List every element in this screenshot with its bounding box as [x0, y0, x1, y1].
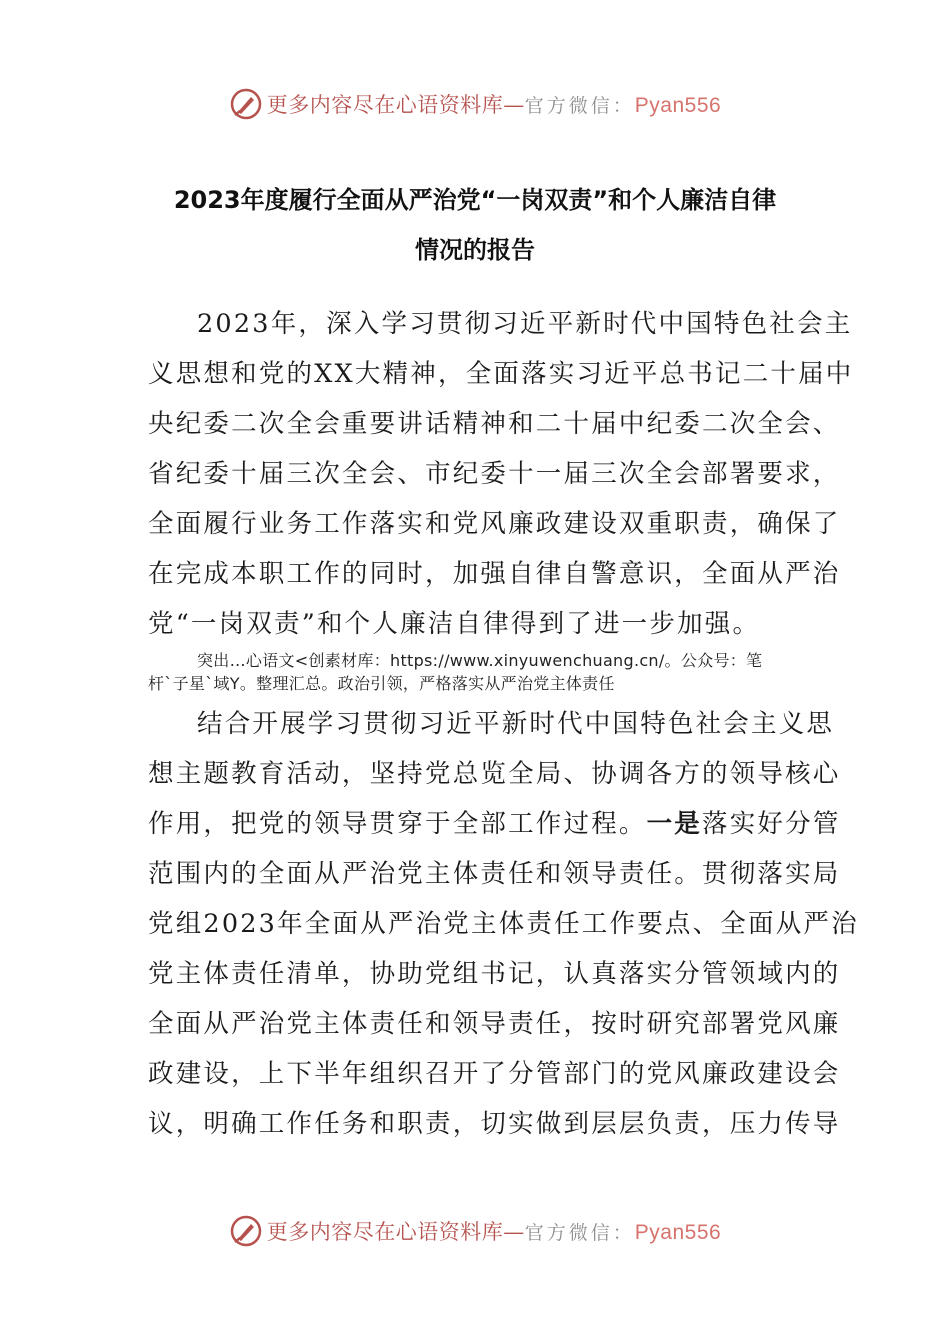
paragraph-2-line [148, 804, 841, 840]
paragraph-2-line: 政建设，上下半年组织召开了分管部门的党风廉政建设会 [148, 1059, 841, 1089]
paragraph-2-line: 范围内的全面从严治党主体责任和领导责任。贯彻落实局 [148, 859, 841, 889]
inserted-note-line-2: 杆`子星`域Y。整理汇总。政治引领，严格落实从严治党主体责任 [148, 674, 615, 693]
inserted-note-line-1: 突出…心语文<创素材库：https://www.xinyuwenchuang.cn/。公众号：笔 [197, 651, 763, 670]
pen-nib-logo-icon [229, 1214, 263, 1248]
paragraph-2-line: 党组2023年全面从严治党主体责任工作要点、全面从严治 [148, 909, 859, 939]
paragraph-1-line: 2023年，深入学习贯彻习近平新时代中国特色社会主 [197, 309, 853, 339]
emphasis-first-point: 一是 [646, 809, 703, 839]
paragraph-1-line: 在完成本职工作的同时，加强自律自警意识，全面从严治 [148, 559, 841, 589]
watermark-header [0, 80, 950, 128]
document-title-line-1: 2023年度履行全面从严治党“一岗双责”和个人廉洁自律 [173, 186, 777, 214]
paragraph-1-line: 全面履行业务工作落实和党风廉政建设双重职责，确保了 [148, 509, 841, 539]
paragraph-2-line: 全面从严治党主体责任和领导责任，按时研究部署党风廉 [148, 1009, 841, 1039]
paragraph-2-line: 结合开展学习贯彻习近平新时代中国特色社会主义思 [197, 709, 835, 739]
watermark-footer [0, 1207, 950, 1255]
pen-nib-logo-icon [229, 87, 263, 121]
document-title-line-2: 情况的报告 [415, 236, 535, 264]
paragraph-1-line: 省纪委十届三次全会、市纪委十一届三次全会部署要求， [148, 459, 841, 489]
paragraph-2-text: 落实好分管 [702, 809, 841, 839]
watermark-text: 更多内容尽在心语资料库—官方微信：Pyan556 [266, 1220, 722, 1244]
paragraph-2-line: 党主体责任清单，协助党组书记，认真落实分管领域内的 [148, 959, 841, 989]
watermark-text: 更多内容尽在心语资料库—官方微信：Pyan556 [266, 93, 722, 117]
paragraph-2-text: 作用，把党的领导贯穿于全部工作过程。 [148, 809, 647, 839]
paragraph-2-line: 想主题教育活动，坚持党总览全局、协调各方的领导核心 [148, 759, 841, 789]
paragraph-1-line: 央纪委二次全会重要讲话精神和二十届中纪委二次全会、 [148, 409, 841, 439]
paragraph-2-line: 议，明确工作任务和职责，切实做到层层负责，压力传导 [148, 1109, 841, 1139]
paragraph-1-line: 党“一岗双责”和个人廉洁自律得到了进一步加强。 [148, 609, 761, 639]
paragraph-1-line: 义思想和党的XX大精神，全面落实习近平总书记二十届中 [148, 359, 854, 389]
